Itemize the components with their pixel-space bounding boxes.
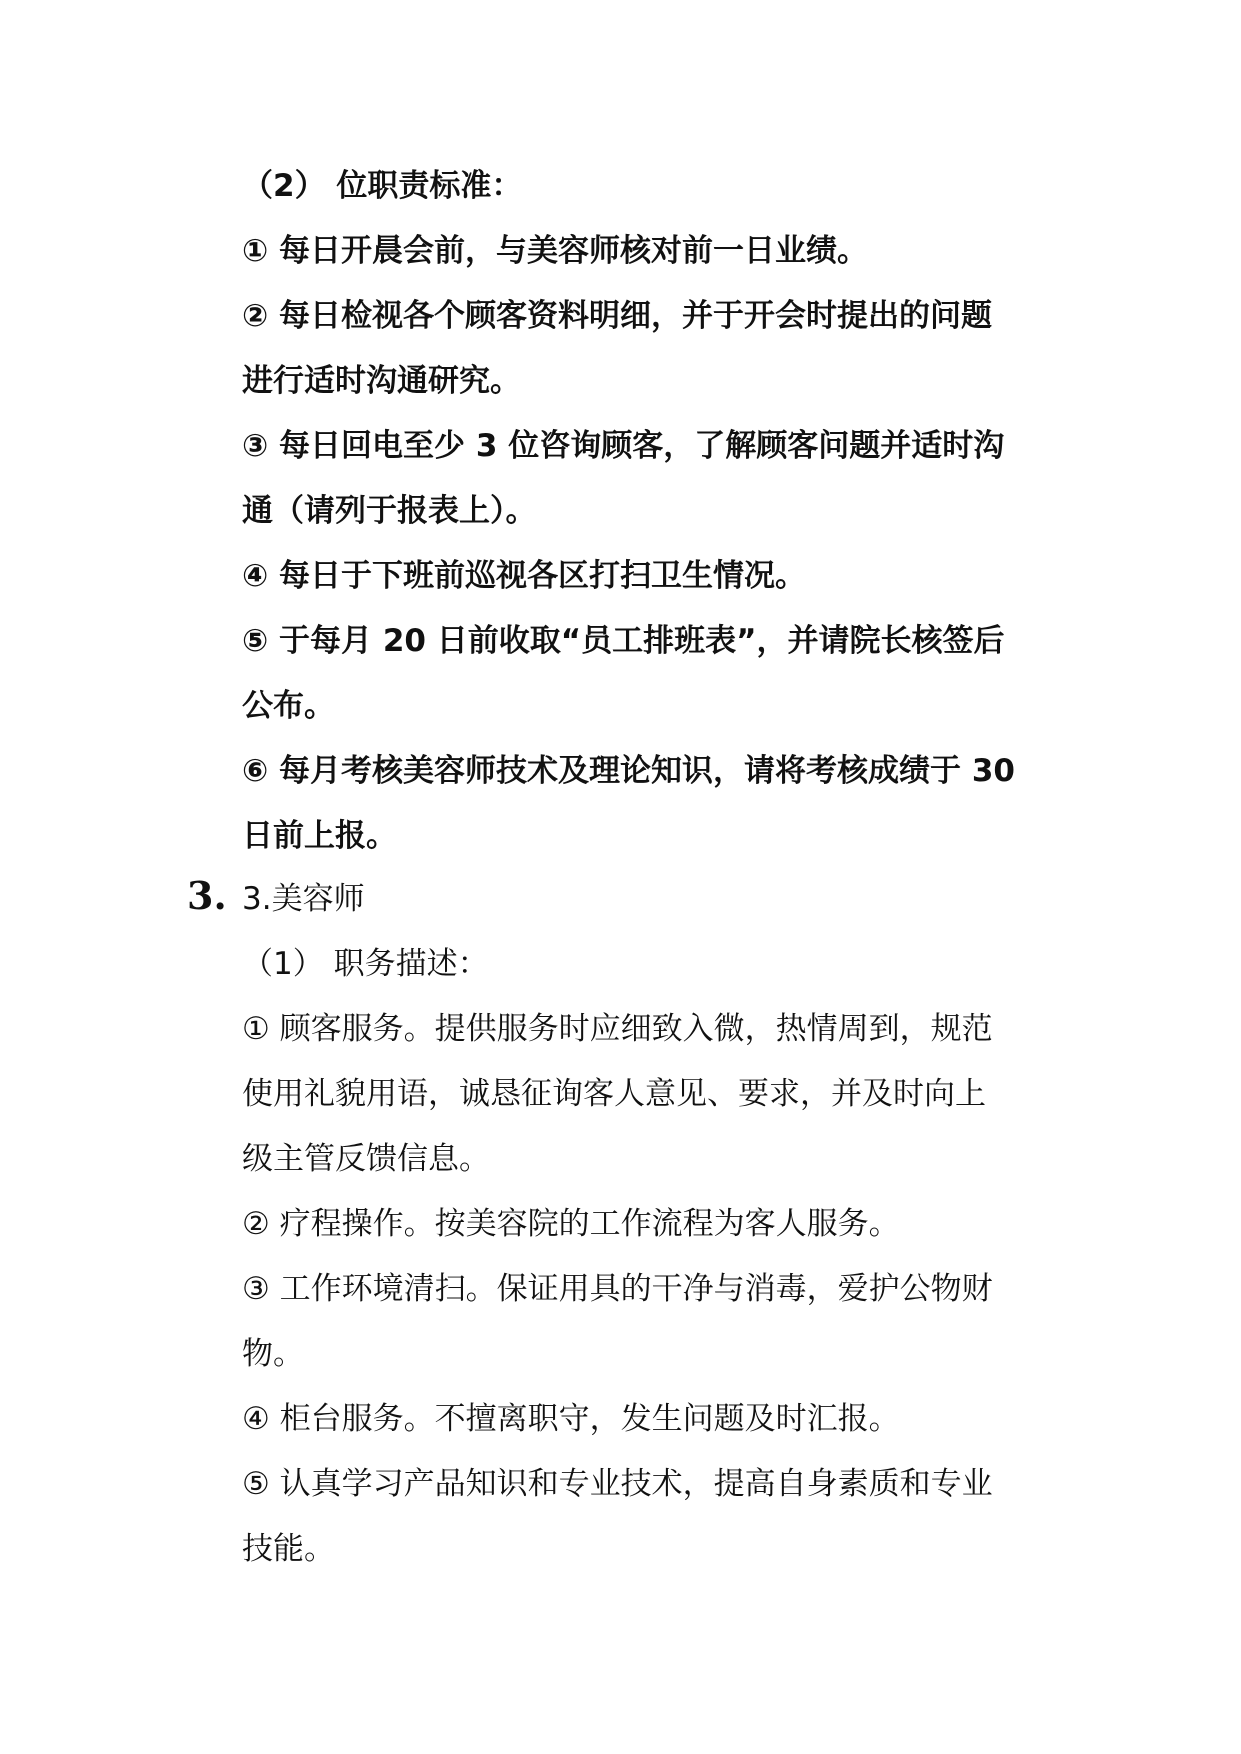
description-line: ④ 柜台服务。不擅离职守，发生问题及时汇报。 bbox=[242, 1401, 900, 1437]
description-line: ② 疗程操作。按美容院的工作流程为客人服务。 bbox=[242, 1206, 900, 1242]
duty-line: ② 每日检视各个顾客资料明细，并于开会时提出的问题 bbox=[242, 298, 993, 334]
duty-line: 通（请列于报表上）。 bbox=[242, 493, 537, 529]
description-line: ③ 工作环境清扫。保证用具的干净与消毒，爱护公物财 bbox=[242, 1271, 993, 1307]
section3-number: 3. bbox=[187, 873, 227, 918]
duty-line: ③ 每日回电至少 3 位咨询顾客，了解顾客问题并适时沟 bbox=[242, 428, 1005, 464]
duty-line: ① 每日开晨会前，与美容师核对前一日业绩。 bbox=[242, 233, 869, 269]
duty-line: ⑥ 每月考核美容师技术及理论知识，请将考核成绩于 30 bbox=[242, 753, 1015, 789]
section2-heading: （2） 位职责标准： bbox=[242, 168, 523, 204]
duty-line: ⑤ 于每月 20 日前收取“员工排班表”，并请院长核签后 bbox=[242, 623, 1005, 659]
duty-line: 进行适时沟通研究。 bbox=[242, 363, 521, 399]
duty-line: ④ 每日于下班前巡视各区打扫卫生情况。 bbox=[242, 558, 807, 594]
description-line: 技能。 bbox=[242, 1531, 335, 1567]
duty-line: 日前上报。 bbox=[242, 818, 397, 854]
description-line: ① 顾客服务。提供服务时应细致入微，热情周到，规范 bbox=[242, 1011, 993, 1047]
description-line: 物。 bbox=[242, 1336, 304, 1372]
description-line: 使用礼貌用语，诚恳征询客人意见、要求，并及时向上 bbox=[242, 1076, 986, 1112]
duty-line: 公布。 bbox=[242, 688, 335, 724]
section3-subheading: （1） 职务描述： bbox=[242, 946, 489, 982]
description-line: ⑤ 认真学习产品知识和专业技术，提高自身素质和专业 bbox=[242, 1466, 993, 1502]
section3-title: 3.美容师 bbox=[242, 881, 365, 917]
description-line: 级主管反馈信息。 bbox=[242, 1141, 490, 1177]
